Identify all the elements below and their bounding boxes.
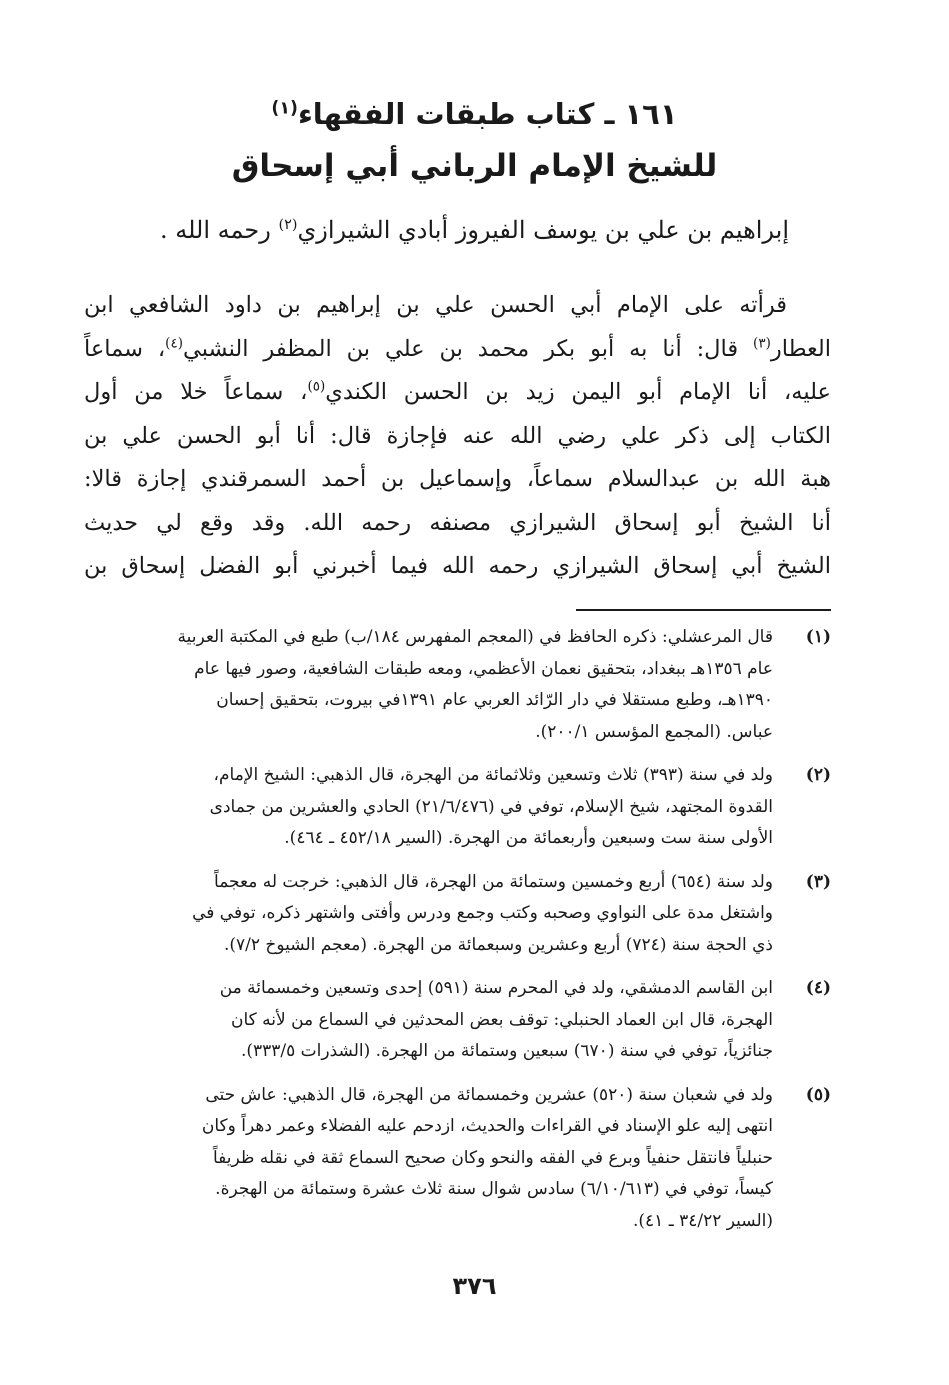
footnote-4 [84, 973, 831, 1068]
footnote-number: (١) [805, 627, 831, 647]
footnote-line: ولد سنة (٦٥٤) أربع وخمسين وستمائة من الهجرة، قال الذهبي: خرجت له معجماً [214, 871, 773, 892]
footnote-number: (٤) [805, 978, 831, 998]
text-segment: ، سماعاً [84, 335, 166, 362]
footnote-ref-3: (٣) [753, 335, 771, 351]
text-segment: العطار [770, 335, 831, 362]
footnote-line: ولد في سنة (٣٩٣) ثلاث وتسعين وثلاثمائة من الهجرة، قال الذهبي: الشيخ الإمام، [213, 765, 773, 785]
footnote-line: واشتغل مدة على النواوي وصحبه وكتب وجمع ودرس وأفتى واشتهر ذكره، توفي في [192, 903, 773, 923]
footnote-line: عباس. (المجمع المؤسس ٢٠٠/١). [535, 721, 773, 742]
footnote-ref-2: (٢) [278, 217, 298, 233]
author-name: إبراهيم بن علي بن يوسف الفيروز أبادي الشيرازي [297, 216, 790, 244]
footnote-1 [84, 622, 831, 748]
text-line [84, 328, 831, 372]
footnote-line: القدوة المجتهد، شيخ الإسلام، توفي في (٢١/٦/٤٧٦) الحادي والعشرين من جمادى [209, 796, 773, 817]
footnote-ref-1: (١) [271, 98, 298, 119]
footnote-line: الأولى سنة ست وسبعين وأربعمائة من الهجرة. (السير ٤٥٢/١٨ ـ ٤٦٤). [284, 828, 773, 848]
text-line: هبة الله بن عبدالسلام سماعاً، وإسماعيل بن أحمد السمرقندي إجازة قالا: [84, 466, 831, 492]
footnote-line: ١٣٩٠هـ، وطبع مستقلا في دار الرّائد العربي عام ١٣٩١في بيروت، بتحقيق إحسان [216, 690, 773, 710]
text-line: قرأته على الإمام أبي الحسن علي بن إبراهيم بن داود الشافعي ابن [84, 292, 787, 318]
text-line: الكتاب إلى ذكر علي رضي الله عنه فإجازة قال: أنا أبو الحسن علي بن [84, 422, 831, 449]
chapter-title [0, 92, 949, 136]
text-segment: ، سماعاً خلا من أول [84, 379, 308, 405]
footnote-line: ابن القاسم الدمشقي، ولد في المحرم سنة (٥٩١) إحدى وتسعين وخمسمائة من [219, 978, 773, 998]
footnote-line: ذي الحجة سنة (٧٢٤) أربع وعشرين وسبعمائة من الهجرة. (معجم الشيوخ ٧/٢). [223, 934, 773, 955]
footnote-2 [84, 760, 831, 855]
footnote-ref-5: (٥) [307, 378, 326, 395]
page-number: ٣٧٦ [452, 1272, 497, 1300]
footnote-line: كيساً، توفي في (٦/١٠/٦١٣) سادس شوال سنة ثلاث عشرة وستمائة من الهجرة. [215, 1179, 773, 1199]
author-line [0, 210, 949, 250]
footnote-line: جنائزياً، توفي في سنة (٦٧٠) سبعين وستمائة من الهجرة. (الشذرات ٣٣٣/٥). [240, 1041, 773, 1061]
footnote-line: ولد في شعبان سنة (٥٢٠) عشرين وخمسمائة من الهجرة، قال الذهبي: عاش حتى [205, 1084, 773, 1105]
text-line: الشيخ أبي إسحاق الشيرازي رحمه الله فيما أخبرني أبو الفضل إسحاق بن [84, 553, 831, 579]
footnote-3 [84, 867, 831, 962]
main-text [84, 284, 831, 589]
footnote-5 [84, 1080, 831, 1238]
footnote-line: الهجرة، قال ابن العماد الحنبلي: توقف بعض المحدثين في السماع من لأنه كان [230, 1009, 773, 1030]
footnote-line: عام ١٣٥٦هـ ببغداد، بتحقيق نعمان الأعظمي، ومعه طبقات الشافعية، وصور فيها عام [194, 658, 773, 679]
chapter-subtitle: للشيخ الإمام الرباني أبي إسحاق [231, 148, 718, 184]
footnote-number: (٢) [805, 765, 831, 785]
footnote-ref-4: (٤) [165, 335, 183, 351]
author-suffix: رحمه الله . [159, 216, 279, 244]
footnote-line: انتهى إليه علو الإسناد في القراءات والحديث، ازدحم عليه الفضلاء وعمر دهراً وكان [201, 1116, 773, 1136]
chapter-title-text: ١٦١ ـ كتاب طبقات الفقهاء [297, 97, 678, 131]
footnote-divider [576, 609, 831, 611]
text-line: أنا الشيخ أبو إسحاق الشيرازي مصنفه رحمه الله. وقد وقع لي حديث [84, 509, 831, 536]
text-line [84, 371, 831, 415]
footnote-line: حنبلياً فانتقل حنفياً وبرع في الفقه والنحو وكان صحيح السماع ثقة في نقله ظريفاً [212, 1147, 773, 1168]
footnotes-section [84, 622, 831, 1249]
text-segment: عليه، أنا الإمام أبو اليمن زيد بن الحسن الكندي [325, 379, 831, 405]
footnote-number: (٥) [805, 1084, 831, 1105]
footnote-line: (السير ٣٤/٢٢ ـ ٤١). [633, 1210, 773, 1231]
footnote-line: قال المرعشلي: ذكره الحافظ في (المعجم المفهرس ١٨٤/ب) طبع في المكتبة العربية [177, 627, 773, 647]
text-segment: قال: أنا به أبو بكر محمد بن علي بن المظفر النشبي [183, 335, 754, 362]
footnote-number: (٣) [805, 871, 831, 892]
